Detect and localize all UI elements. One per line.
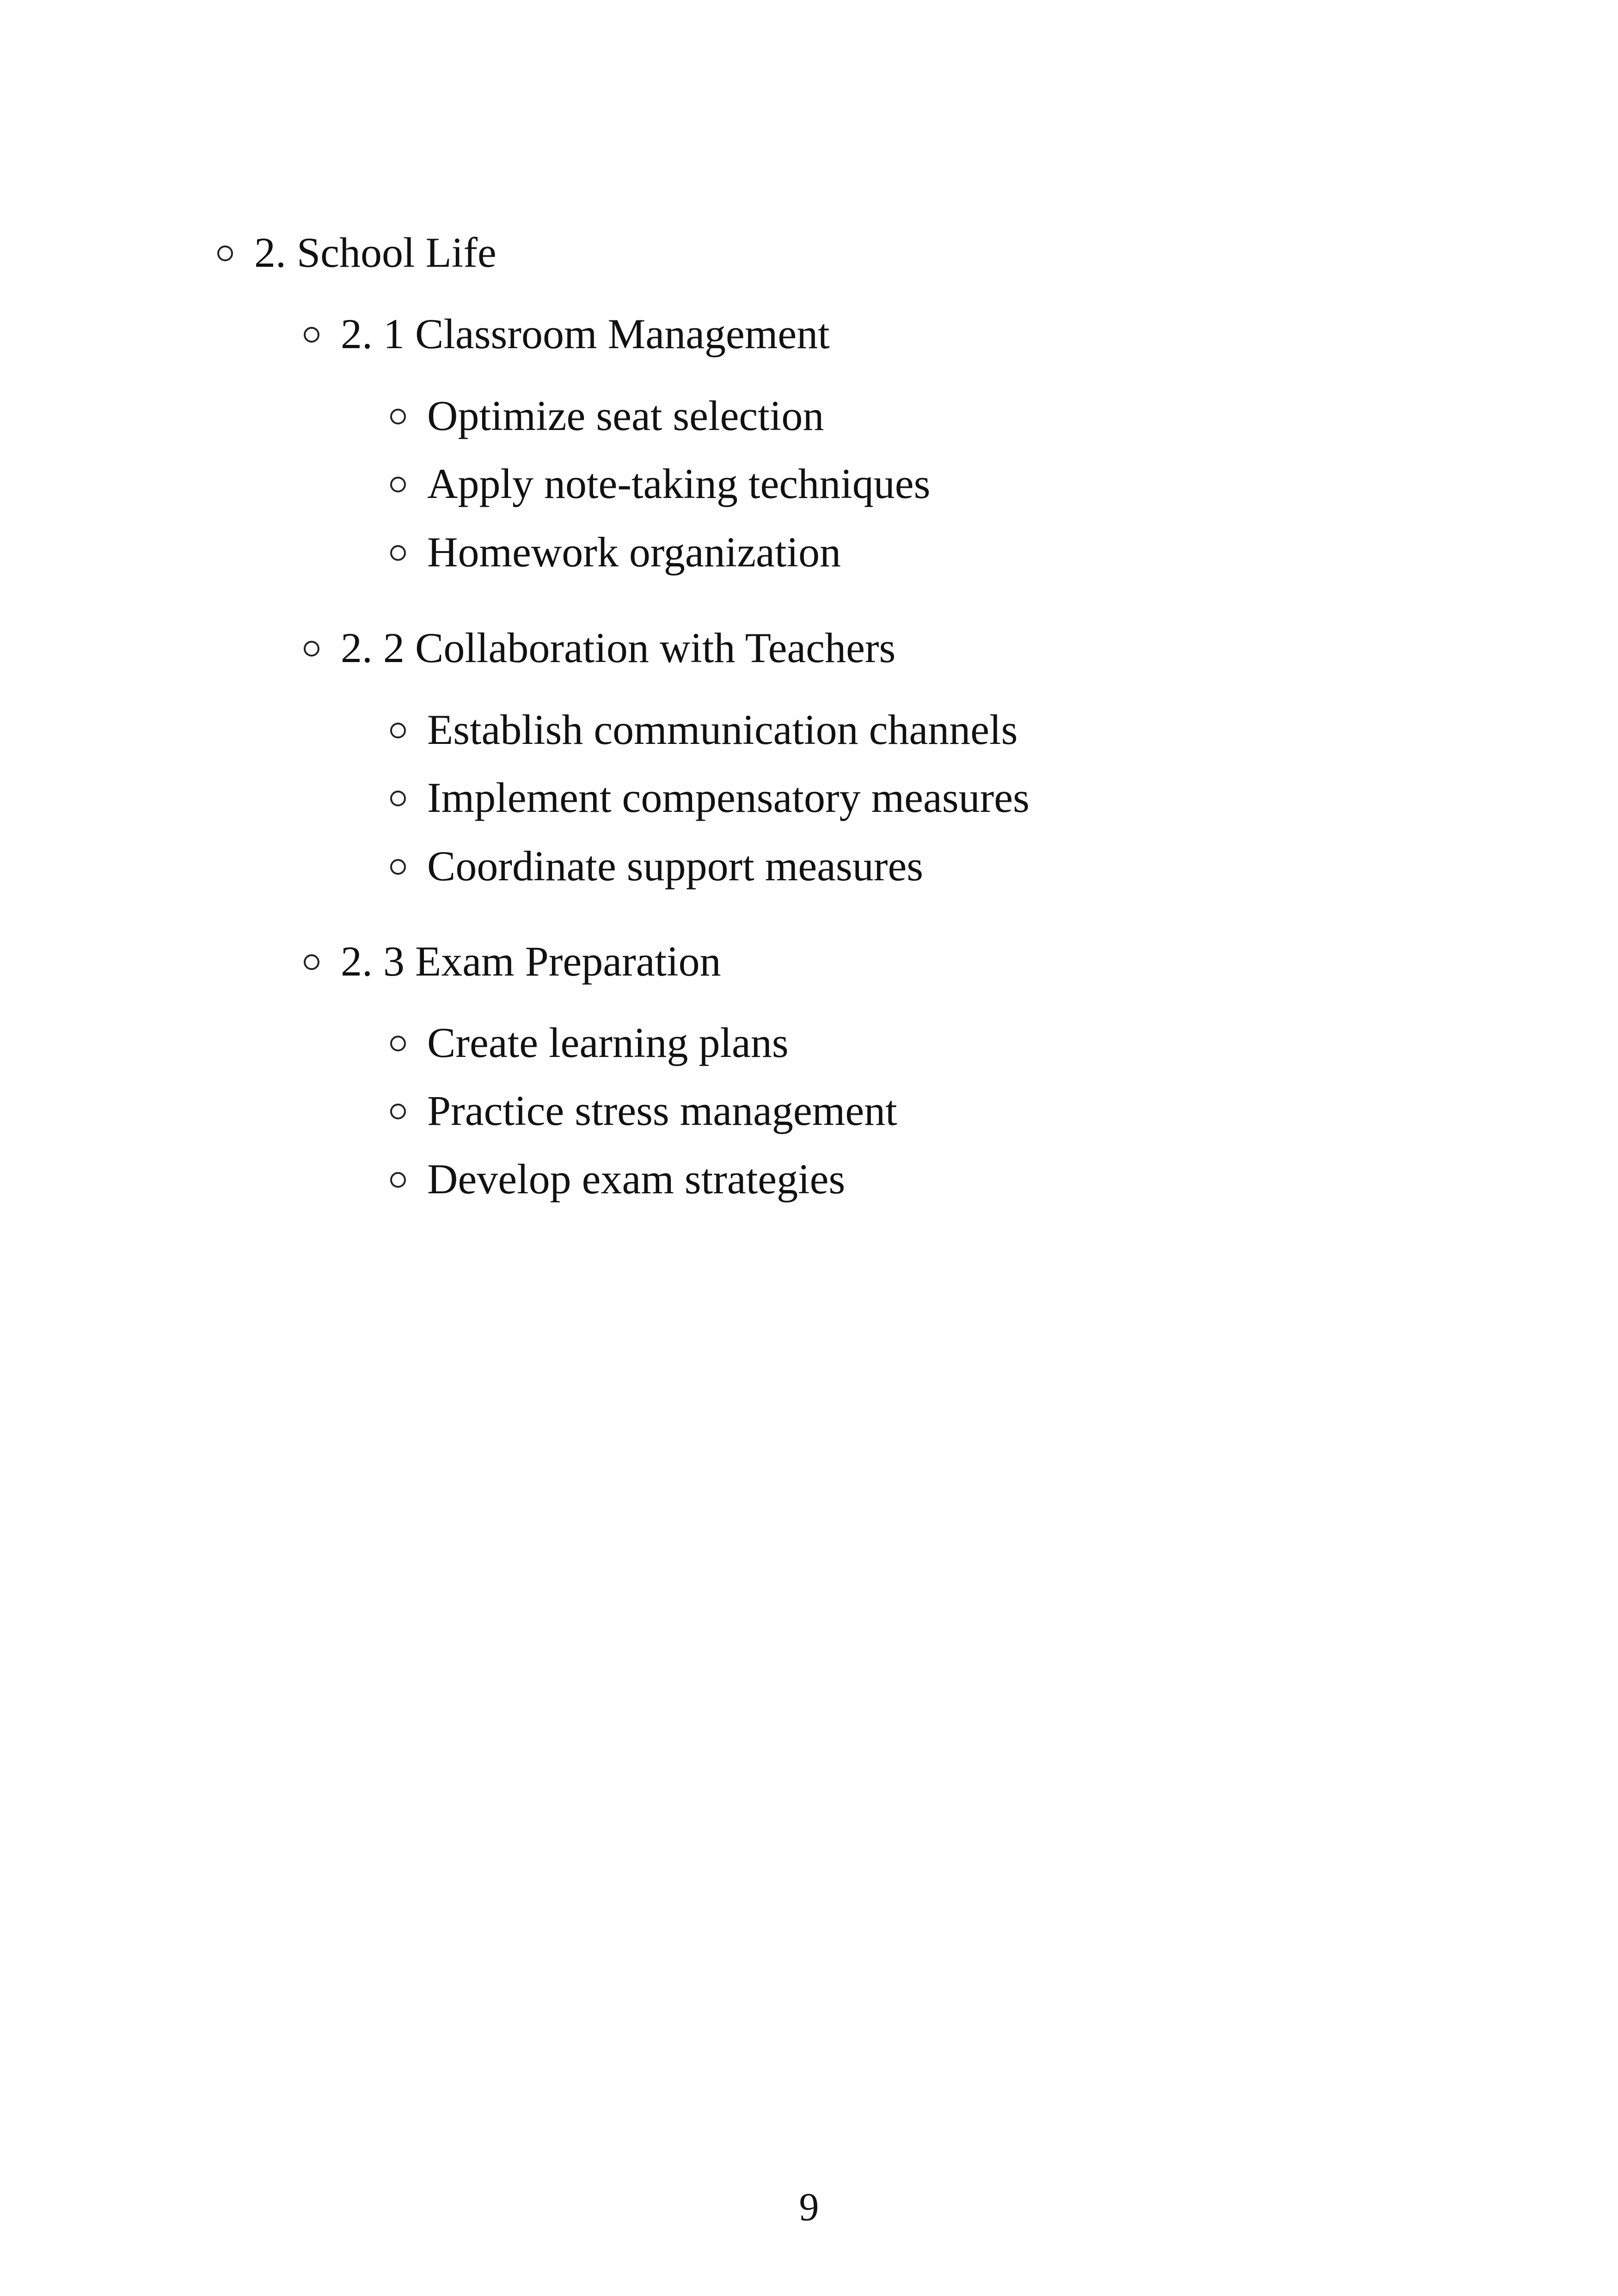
subsection-title: 2. 3 Exam Preparation [341, 938, 721, 985]
page-number: 9 [799, 2185, 819, 2229]
circle-bullet-icon [390, 477, 406, 492]
outline-subsection [304, 938, 721, 985]
circle-bullet-icon [304, 954, 319, 970]
section-title: 2. School Life [254, 229, 496, 276]
circle-bullet-icon [390, 1104, 406, 1119]
outline-item [390, 462, 930, 505]
outline-item [390, 842, 924, 890]
outline-item-text: Homework organization [427, 528, 841, 576]
outline-item [390, 1021, 789, 1064]
outline-item-text: Implement compensatory measures [427, 774, 1030, 821]
outline-section [217, 231, 496, 274]
outline-item [390, 1155, 846, 1203]
circle-bullet-icon [390, 545, 406, 561]
circle-bullet-icon [390, 1172, 406, 1188]
outline-item-text: Establish communication channels [427, 706, 1018, 753]
subsection-title: 2. 1 Classroom Management [341, 310, 830, 357]
outline-item [390, 708, 1018, 751]
outline-item-text: Develop exam strategies [427, 1155, 846, 1203]
circle-bullet-icon [390, 409, 406, 424]
outline-subsection [304, 626, 895, 669]
outline-item-text: Coordinate support measures [427, 842, 924, 890]
outline-item [390, 776, 1030, 819]
circle-bullet-icon [390, 723, 406, 738]
outline-item-text: Apply note-taking techniques [427, 460, 931, 507]
outline-item [390, 1089, 897, 1132]
outline-item-text: Create learning plans [427, 1019, 789, 1066]
circle-bullet-icon [390, 859, 406, 875]
outline-subsection [304, 310, 830, 357]
circle-bullet-icon [217, 246, 233, 261]
circle-bullet-icon [390, 1036, 406, 1051]
outline-item [390, 394, 824, 437]
outline-item-text: Practice stress management [427, 1087, 897, 1134]
outline-item-text: Optimize seat selection [427, 392, 824, 439]
outline-item [390, 528, 841, 576]
circle-bullet-icon [390, 791, 406, 806]
circle-bullet-icon [304, 641, 319, 657]
subsection-title: 2. 2 Collaboration with Teachers [341, 624, 896, 671]
circle-bullet-icon [304, 327, 319, 343]
